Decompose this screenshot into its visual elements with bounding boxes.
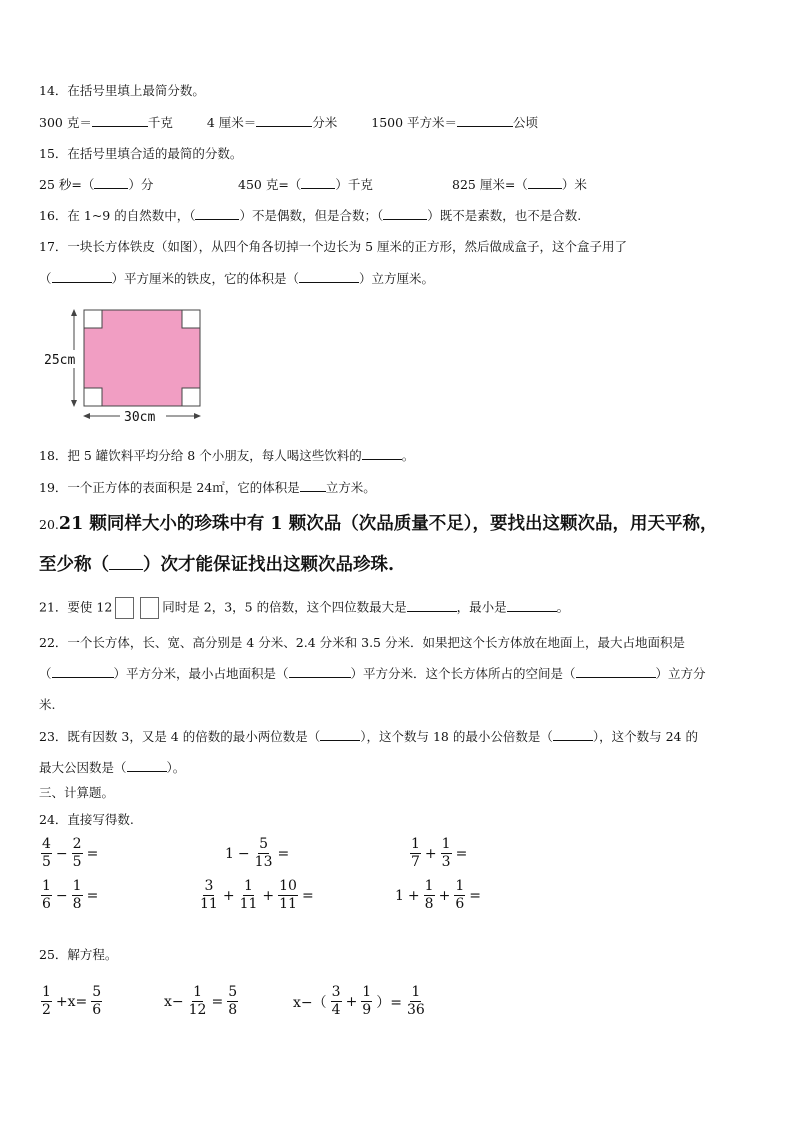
q19-post: 立方米。	[325, 480, 376, 495]
numerator: 5	[228, 984, 238, 1000]
fraction	[278, 878, 298, 913]
q18	[39, 447, 414, 465]
denominator: 11	[279, 896, 297, 912]
height-arrowhead-up	[71, 309, 77, 316]
denominator: 6	[42, 896, 51, 912]
q19	[39, 479, 376, 497]
operator: +	[345, 993, 358, 1010]
denominator: 6	[455, 896, 465, 912]
q22-line2	[39, 665, 706, 683]
q24-expr-2	[223, 836, 291, 871]
q20-text-1: 21 颗同样大小的珍珠中有 1 颗次品（次品质量不足），要找出这颗次品，用天平称，	[58, 514, 718, 534]
q20-line2	[39, 553, 394, 577]
denominator: 8	[424, 896, 434, 912]
numerator: 1	[42, 878, 51, 894]
q16-text-2: ）不是偶数，但是合数；（	[239, 208, 384, 223]
denominator: 11	[200, 896, 218, 912]
q25-equation-3	[291, 984, 428, 1019]
denominator: 4	[331, 1002, 341, 1018]
q16-blank-1[interactable]	[195, 207, 239, 220]
q23-text-c: ），这个数与 24 的	[592, 729, 698, 744]
q23-text-e: ）。	[166, 760, 186, 775]
whole-number: 1	[395, 887, 404, 904]
q15-b	[238, 176, 373, 194]
numerator: 1	[455, 878, 465, 894]
q21-blank-max[interactable]	[407, 599, 457, 612]
q24-expr-5	[197, 878, 316, 913]
q23-line2	[39, 759, 185, 777]
q14-a-pre: 300 克＝	[39, 115, 92, 130]
fraction	[41, 878, 52, 913]
fraction	[199, 878, 219, 913]
numerator: 1	[244, 878, 253, 894]
q15-c-blank[interactable]	[528, 176, 562, 189]
q23-text-a: 23．既有因数 3，又是 4 的倍数的最小两位数是（	[39, 729, 321, 744]
q22-text-b: ）平方分米，最小占地面积是（	[113, 666, 289, 681]
q20-line1	[39, 512, 717, 536]
fraction	[41, 984, 52, 1019]
operator: +	[262, 887, 275, 904]
fraction	[424, 878, 435, 913]
numerator: 1	[411, 984, 421, 1000]
q14-b-pre: 4 厘米＝	[206, 115, 257, 130]
numerator: 3	[204, 878, 214, 894]
numerator: 1	[441, 836, 451, 852]
q17-text-a: （	[39, 271, 52, 286]
expression-text: x−	[164, 993, 184, 1010]
q14-a-blank[interactable]	[92, 114, 148, 127]
operator: −	[55, 887, 68, 904]
q22-blank-1[interactable]	[52, 665, 114, 678]
numerator: 1	[424, 878, 434, 894]
q22-blank-3[interactable]	[576, 665, 656, 678]
q18-blank[interactable]	[362, 447, 402, 460]
fraction	[331, 984, 342, 1019]
q15-title: 15．在括号里填合适的最简的分数。	[39, 146, 243, 161]
q21	[39, 597, 569, 619]
operator: +	[407, 887, 420, 904]
equals-sign: =	[211, 993, 224, 1010]
q15-a	[39, 176, 153, 194]
q15-a-blank[interactable]	[94, 176, 128, 189]
fraction	[239, 878, 259, 913]
numerator: 5	[92, 984, 102, 1000]
q21-text-c: ，最小是	[456, 599, 507, 615]
q15-c-pre: 825 厘米=（	[452, 177, 528, 192]
q16-text-1: 16．在 1~9 的自然数中，（	[39, 208, 196, 223]
denominator: 7	[411, 854, 420, 870]
q18-post: 。	[401, 448, 415, 463]
section-3-heading: 三、计算题。	[39, 785, 115, 800]
fraction	[410, 836, 421, 871]
q22-blank-2[interactable]	[289, 665, 351, 678]
fraction	[406, 984, 426, 1019]
width-arrowhead-left	[83, 413, 90, 419]
denominator: 8	[228, 1002, 238, 1018]
equals-sign: =	[86, 845, 99, 862]
q15-a-post: ）分	[128, 177, 154, 192]
q23-blank-1[interactable]	[320, 728, 360, 741]
q14-b-post: 分米	[312, 115, 338, 130]
fraction	[454, 878, 465, 913]
operator: −	[55, 845, 68, 862]
q21-digit-box-2[interactable]	[140, 597, 159, 619]
q17-line2	[39, 270, 434, 288]
q20-text-b: ）次才能保证找出这颗次品珍珠.	[143, 555, 395, 575]
denominator: 5	[42, 854, 51, 870]
operator: +	[222, 887, 235, 904]
denominator: 12	[188, 1002, 207, 1018]
q25-title: 25．解方程。	[39, 947, 118, 962]
q14-c-pre: 1500 平方米＝	[371, 115, 458, 130]
q24-expr-4	[39, 878, 100, 913]
numerator: 2	[72, 836, 82, 852]
width-arrowhead-right	[194, 413, 201, 419]
operator: +	[438, 887, 451, 904]
q24-expr-6	[393, 878, 483, 913]
equals-sign: =	[301, 887, 314, 904]
q23-line1	[39, 728, 698, 746]
equals-sign: =	[277, 845, 290, 862]
operator: −	[237, 845, 250, 862]
numerator: 1	[411, 836, 420, 852]
height-arrowhead-down	[71, 400, 77, 407]
numerator: 1	[362, 984, 372, 1000]
q17-figure	[40, 306, 220, 430]
q17-blank-1[interactable]	[52, 270, 112, 283]
q21-blank-min[interactable]	[507, 599, 557, 612]
q25-equation-1	[39, 984, 104, 1019]
denominator: 13	[254, 854, 273, 870]
q21-text-a: 21．要使 12	[39, 599, 113, 615]
q17-line1: 17．一块长方体铁皮（如图），从四个角各切掉一个边长为 5 厘米的正方形，然后做成盒子，这个盒子用了	[39, 239, 628, 254]
height-label: 25cm	[44, 353, 76, 368]
fraction	[188, 984, 208, 1019]
q25-equation-2	[162, 984, 240, 1019]
q14-c-post: 公顷	[513, 115, 539, 130]
equals-sign: =	[455, 845, 468, 862]
q22-line3: 米.	[39, 697, 56, 712]
q23-blank-3[interactable]	[127, 759, 167, 772]
q14-title: 14．在括号里填上最简分数。	[39, 83, 205, 98]
numerator: 1	[42, 984, 51, 1000]
denominator: 36	[406, 1002, 425, 1018]
equals-sign: =	[86, 887, 99, 904]
corner-square-tl	[84, 310, 102, 328]
q24-expr-1	[39, 836, 100, 871]
q24-title: 24．直接写得数.	[39, 812, 134, 827]
q15-a-pre: 25 秒=（	[39, 177, 95, 192]
q16-blank-2[interactable]	[383, 207, 427, 220]
numerator: 5	[259, 836, 269, 852]
q17-text-c: ）立方厘米。	[359, 271, 435, 286]
q23-blank-2[interactable]	[553, 728, 593, 741]
q15-c-post: ）米	[561, 177, 587, 192]
q15-b-pre: 450 克=（	[238, 177, 302, 192]
denominator: 8	[72, 896, 82, 912]
numerator: 4	[42, 836, 51, 852]
q20-blank[interactable]	[109, 555, 143, 570]
q21-digit-box-1[interactable]	[115, 597, 134, 619]
whole-number: 1	[225, 845, 234, 862]
expression-text: +x=	[55, 993, 88, 1010]
q22-line1: 22．一个长方体，长、宽、高分别是 4 分米、2.4 分米和 3.5 分米．如果把这个长方体放在地面上，最大占地面积是	[39, 635, 685, 650]
expression-text: ）=	[376, 994, 402, 1011]
fraction	[72, 878, 83, 913]
denominator: 6	[92, 1002, 102, 1018]
q19-text: 19．一个正方体的表面积是 24㎡，它的体积是	[39, 480, 300, 495]
denominator: 2	[42, 1002, 51, 1018]
fraction	[441, 836, 452, 871]
q18-text: 18．把 5 罐饮料平均分给 8 个小朋友，每人喝这些饮料的	[39, 448, 362, 463]
fraction	[254, 836, 274, 871]
width-label: 30cm	[124, 410, 156, 425]
q23-text-d: 最大公因数是（	[39, 760, 127, 775]
q16-text-3: ）既不是素数，也不是合数.	[427, 208, 582, 223]
q14-b-blank[interactable]	[256, 114, 312, 127]
corner-square-tr	[182, 310, 200, 328]
expression-text: x−（	[293, 994, 327, 1011]
denominator: 3	[441, 854, 451, 870]
q15-b-blank[interactable]	[301, 176, 335, 189]
fraction	[361, 984, 372, 1019]
q14-a-post: 千克	[147, 115, 173, 130]
q22-text-d: ）立方分	[655, 666, 706, 681]
q17-blank-2[interactable]	[299, 270, 359, 283]
numerator: 10	[279, 878, 297, 894]
q22-text-a: （	[39, 666, 52, 681]
equals-sign: =	[469, 887, 481, 904]
fraction	[41, 836, 52, 871]
q14-answers	[39, 114, 538, 132]
q21-text-b: 同时是 2，3，5 的倍数，这个四位数最大是	[162, 599, 407, 615]
q20-text-a: 至少称（	[39, 555, 109, 575]
numerator: 3	[331, 984, 341, 1000]
numerator: 1	[193, 984, 203, 1000]
denominator: 5	[72, 854, 82, 870]
q21-post: 。	[556, 599, 570, 615]
q20-number: 20.	[39, 517, 59, 532]
q14-c-blank[interactable]	[457, 114, 513, 127]
q15-c	[452, 176, 587, 194]
corner-square-br	[182, 388, 200, 406]
q24-expr-3	[408, 836, 469, 871]
numerator: 1	[72, 878, 82, 894]
q23-text-b: ），这个数与 18 的最小公倍数是（	[360, 729, 553, 744]
fraction	[72, 836, 83, 871]
q16	[39, 207, 581, 225]
fraction	[227, 984, 238, 1019]
q22-text-c: ）平方分米．这个长方体所占的空间是（	[350, 666, 576, 681]
denominator: 11	[239, 896, 258, 912]
corner-square-bl	[84, 388, 102, 406]
denominator: 9	[362, 1002, 372, 1018]
operator: +	[424, 845, 437, 862]
q15-b-post: ）千克	[335, 177, 373, 192]
q17-text-b: ）平方厘米的铁皮，它的体积是（	[111, 271, 300, 286]
q19-blank[interactable]	[300, 479, 326, 492]
fraction	[91, 984, 102, 1019]
